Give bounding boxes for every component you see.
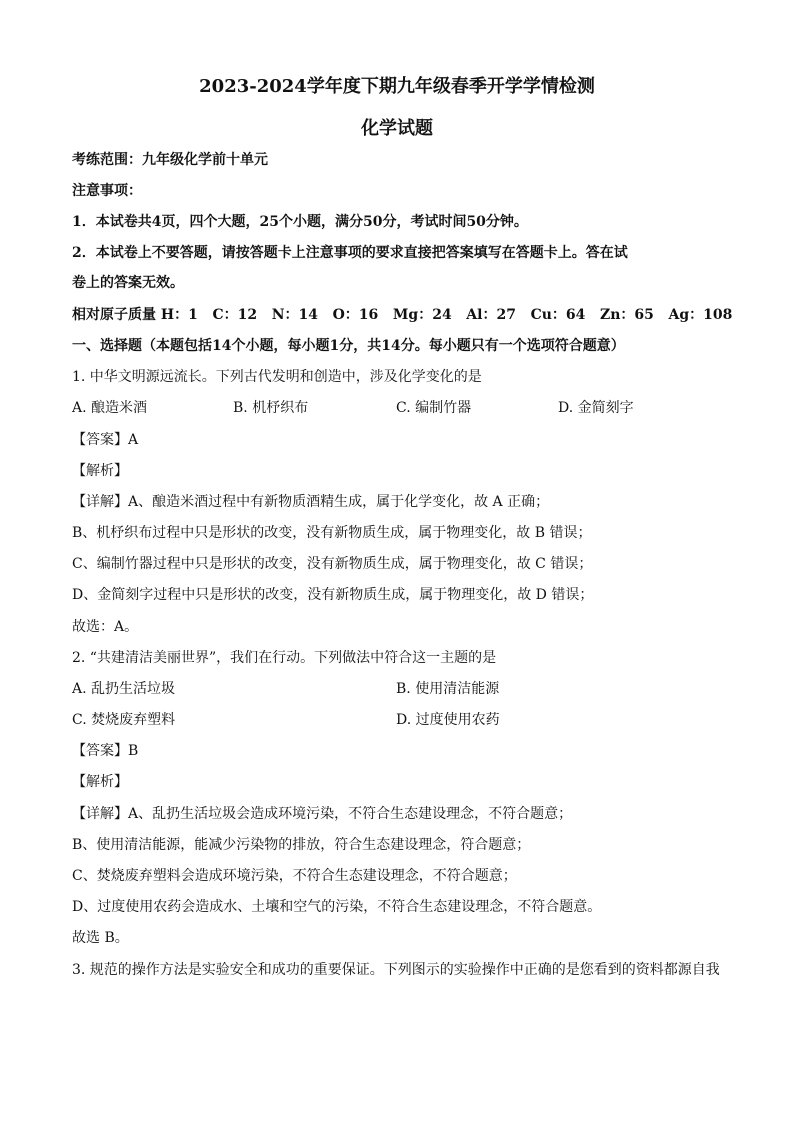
q2-conclusion: 故选 B。 [72, 930, 129, 946]
q2-detail-d: D、过度使用农药会造成水、土壤和空气的污染，不符合生态建设理念，不符合题意。 [72, 899, 602, 915]
q2-stem: 2. “共建清洁美丽世界”，我们在行动。下列做法中符合这一主题的是 [72, 650, 497, 666]
q2-answer: 【答案】B [72, 743, 139, 759]
q3-stem: 3. 规范的操作方法是实验安全和成功的重要保证。下列图示的实验操作中正确的是您看到的资料都源自我 [72, 962, 720, 978]
q1-option-b: B. 机杼织布 [233, 400, 309, 416]
q1-detail-c: C、编制竹器过程中只是形状的改变，没有新物质生成，属于物理变化，故 C 错误； [72, 556, 593, 572]
q1-answer: 【答案】A [72, 432, 139, 448]
q1-option-c: C. 编制竹器 [396, 400, 472, 416]
q1-detail-d: D、金简刻字过程中只是形状的改变，没有新物质生成，属于物理变化，故 D 错误； [72, 587, 594, 603]
q1-detail-b: B、机杼织布过程中只是形状的改变，没有新物质生成，属于物理变化，故 B 错误； [72, 525, 592, 541]
q2-option-c: C. 焚烧废弃塑料 [72, 712, 176, 728]
q2-detail-b: B、使用清洁能源，能减少污染物的排放，符合生态建设理念，符合题意； [72, 837, 531, 853]
q2-option-b: B. 使用清洁能源 [396, 681, 500, 697]
notice-item-2-cont: 卷上的答案无效。 [72, 275, 184, 291]
notice-item-1: 1．本试卷共4页，四个大题，25个小题，满分50分，考试时间50分钟。 [72, 214, 528, 230]
q2-option-d: D. 过度使用农药 [396, 712, 500, 728]
q1-detail-a: 【详解】A、酿造米酒过程中有新物质酒精生成，属于化学变化，故 A 正确； [72, 494, 550, 510]
q1-option-d: D. 金简刻字 [558, 400, 634, 416]
section-heading: 一、选择题（本题包括14个小题，每小题1分，共14分。每小题只有一个选项符合题意） [72, 338, 625, 354]
q2-option-a: A. 乱扔生活垃圾 [72, 681, 176, 697]
q2-analysis: 【解析】 [72, 774, 128, 790]
q2-detail-c: C、焚烧废弃塑料会造成环境污染，不符合生态建设理念，不符合题意； [72, 868, 517, 884]
exam-subtitle: 化学试题 [361, 118, 433, 139]
q1-conclusion: 故选：A。 [72, 619, 139, 635]
q2-detail-a: 【详解】A、乱扔生活垃圾会造成环境污染，不符合生态建设理念，不符合题意； [72, 806, 573, 822]
q1-analysis: 【解析】 [72, 463, 128, 479]
atomic-mass: 相对原子质量 H：1 C：12 N：14 O：16 Mg：24 Al：27 Cu：64 Zn：65 Ag：108 [72, 307, 732, 323]
q1-option-a: A. 酿造米酒 [72, 400, 148, 416]
q1-stem: 1. 中华文明源远流长。下列古代发明和创造中，涉及化学变化的是 [72, 369, 482, 385]
exam-scope: 考练范围：九年级化学前十单元 [72, 152, 268, 168]
notice-item-2: 2．本试卷上不要答题，请按答题卡上注意事项的要求直接把答案填写在答题卡上。答在试 [72, 245, 628, 261]
exam-title: 2023-2024学年度下期九年级春季开学学情检测 [199, 76, 595, 97]
notice-title: 注意事项： [72, 183, 142, 199]
